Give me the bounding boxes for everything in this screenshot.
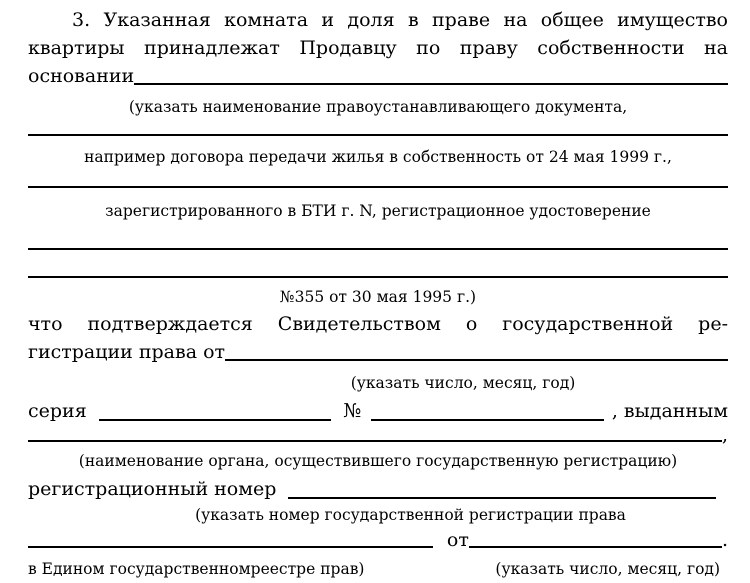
hint-registered: зарегистрированного в БТИ г. N, регистрационное удостоверение (105, 202, 651, 220)
blank-line-3 (28, 222, 728, 250)
hint-number-date: №355 от 30 мая 1995 г.) (279, 288, 477, 306)
authority-blank-row (28, 424, 728, 446)
clause3-line1: 3. Указанная комната и доля в праве на общее имущество (72, 9, 728, 31)
hint-reg-number: (указать номер государственной регистрации права (195, 506, 626, 524)
basis-row (28, 62, 728, 90)
reg-number-label: регистрационный номер (28, 478, 277, 500)
hint-date-1: (указать число, месяц, год) (350, 374, 576, 392)
issued-label: , выданным (611, 400, 728, 422)
confirmation-date-blank-line (225, 359, 728, 361)
number-blank-line (371, 419, 604, 421)
hint-date-2: (указать число, месяц, год) (495, 560, 720, 578)
hint-registry: в Едином государственномреестре прав) (28, 560, 365, 578)
blank-line-4 (28, 250, 728, 278)
authority-blank-line (28, 440, 722, 442)
basis-blank-line (134, 83, 728, 85)
series-label: серия (28, 400, 87, 422)
basis-label: основании (28, 65, 135, 87)
hint-example: например договора передачи жилья в собственность от 24 мая 1999 г., (84, 148, 672, 166)
reg-number-row (28, 474, 728, 504)
hint-document-name: (указать наименование правоустанавливающего документа, (128, 98, 628, 116)
registry-date-row (28, 526, 728, 552)
confirmation-date-row (28, 338, 728, 366)
series-number-row (28, 396, 728, 426)
footer-captions (28, 558, 728, 580)
clause3-line2: квартиры принадлежат Продавцу по праву собственности на (28, 37, 728, 59)
confirmation-line1: что подтверждается Свидетельством о государственной ре- (28, 313, 728, 335)
registry-blank-line (28, 546, 433, 548)
authority-comma: , (721, 424, 728, 446)
series-blank-line (99, 419, 332, 421)
numero-sign: № (343, 400, 362, 422)
blank-line-2 (28, 168, 728, 188)
from-label: от (446, 529, 469, 551)
blank-line-1 (28, 118, 728, 136)
confirmation-line2-label: гистрации права от (28, 341, 226, 363)
reg-number-blank-line (288, 497, 716, 499)
end-period: . (721, 529, 728, 551)
hint-authority: (наименование органа, осуществившего государственную регистрацию) (78, 452, 678, 470)
date-blank-line (469, 546, 722, 548)
